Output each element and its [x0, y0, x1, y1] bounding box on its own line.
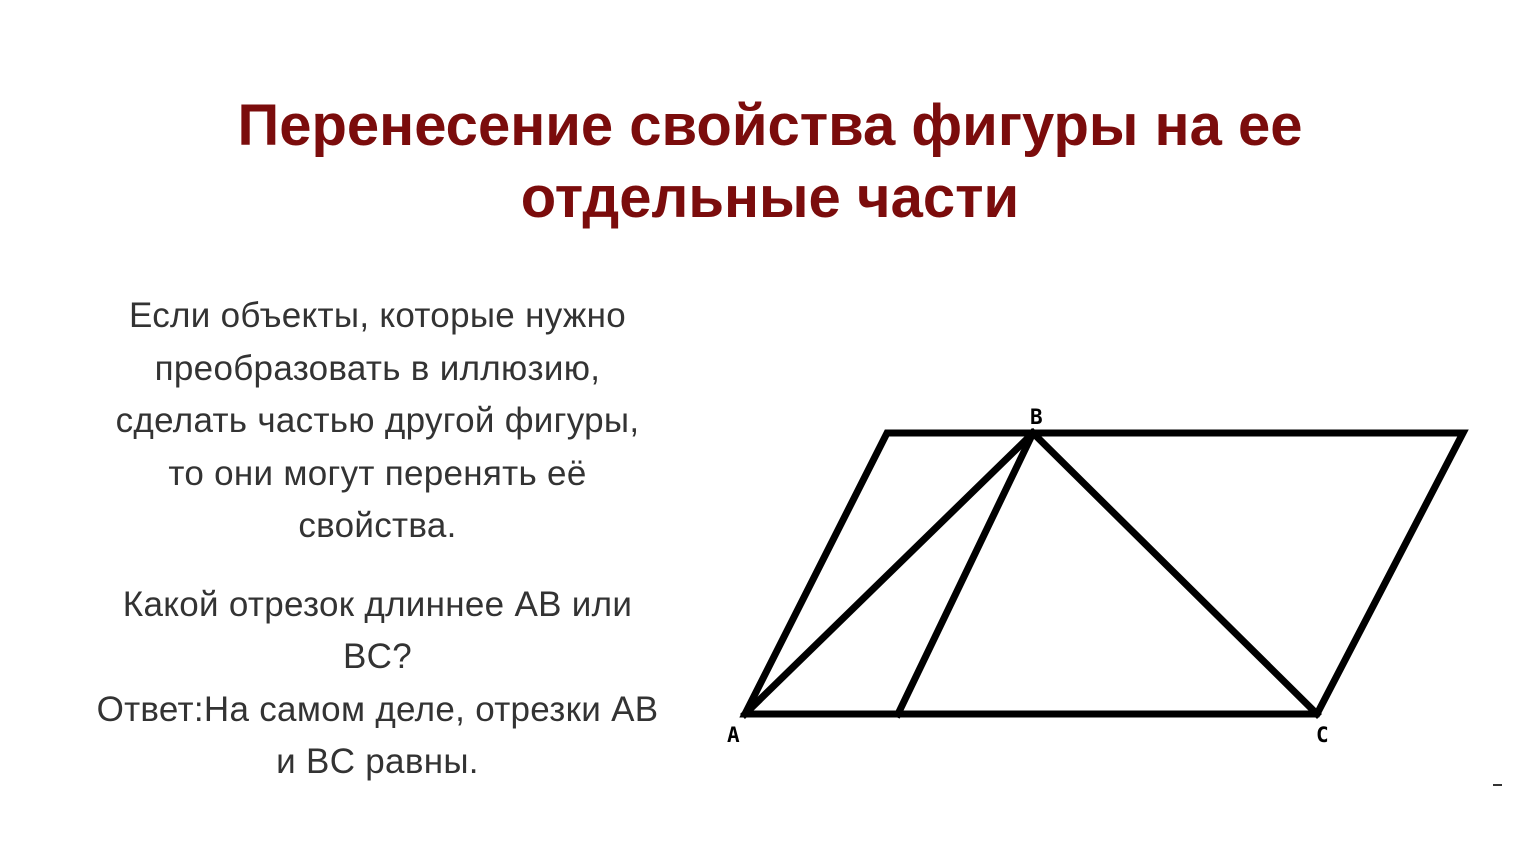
body-line: то они могут перенять её	[168, 453, 587, 493]
vertex-label-c: C	[1316, 723, 1329, 747]
question-line: Какой отрезок длиннее AB или	[122, 584, 633, 624]
outer-parallelogram	[745, 433, 1463, 714]
slide-body	[60, 290, 695, 789]
parallelogram-illusion-figure	[715, 395, 1490, 760]
slide-title	[140, 90, 1400, 234]
illusion-explanation-paragraph	[60, 290, 695, 553]
answer-line: Ответ:На самом деле, отрезки AB	[96, 689, 659, 729]
slide-corner-mark	[1493, 784, 1502, 786]
body-line: свойства.	[298, 506, 457, 545]
vertex-label-b: B	[1030, 405, 1043, 429]
body-line: Если объекты, которые нужно	[128, 296, 627, 335]
illusion-diagram	[715, 395, 1490, 760]
body-line: сделать частью другой фигуры,	[115, 401, 640, 440]
body-line: преобразовать в иллюзию,	[154, 348, 601, 388]
segment-ab	[745, 433, 1033, 714]
slide-title-line: отдельные части	[520, 165, 1020, 230]
segment-bc	[1033, 433, 1317, 714]
vertex-label-a: A	[727, 723, 740, 747]
slide-title-line: Перенесение свойства фигуры на ее	[237, 93, 1303, 158]
answer-line: и BC равны.	[276, 742, 479, 781]
inner-parallel-segment	[898, 433, 1033, 714]
question-answer-paragraph	[60, 579, 695, 789]
question-line: BC?	[343, 637, 412, 676]
